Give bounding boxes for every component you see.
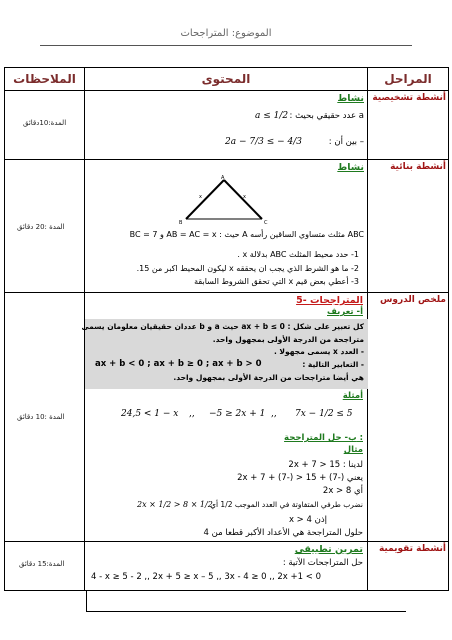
triangle-side-ac: x xyxy=(243,194,246,200)
exercise-line2: 4 - x ≥ 5 - 2 ,, 2x + 5 ≥ x – 5 ,, 3x - 4 ≥ 0 ,, 2x +1 < 0 xyxy=(91,572,321,582)
example-1: 24,5 < 1 − x xyxy=(121,409,179,419)
example-sep-2: ,, xyxy=(271,409,277,419)
constr-q1: 1- حدد محيط المثلث ABC بدلالة x . xyxy=(237,250,359,259)
duration-diagnostic: المدة:10دقائق xyxy=(23,119,67,127)
page-title: الموضوع: المتراجحات xyxy=(180,28,272,39)
triangle-side-ab: x xyxy=(199,194,202,200)
solve-step-4: نضرب طرفي المتفاوتة في العدد الموجب 1/2 أي xyxy=(210,500,363,509)
solve-step-2: يعني (-7) + 15 < (-7) + 2x + 7 xyxy=(237,473,363,483)
triangle-label-a: A xyxy=(221,175,225,181)
example-3: 7x − 1/2 ≤ 5 xyxy=(295,409,353,419)
constr-q3: 3- أعطي بعض قيم x التي تحقق الشروط السابقة xyxy=(194,277,359,286)
diag-ineq2: 2a − 7/3 ≤ − 4/3 xyxy=(225,137,302,147)
stage-diagnostic: أنشطة تشخيصية xyxy=(372,93,446,103)
solve-step-5: إذن x > 4 xyxy=(288,515,327,525)
duration-evaluation: المدة:15 دقائق xyxy=(19,560,65,568)
def-line2: متراجحة من الدرجة الأولى بمجهول واحد. xyxy=(212,335,364,344)
notes-header: الملاحظات xyxy=(13,72,76,86)
def-line1: كل تعبير على شكل : ax + b ≤ 0 حيث a و b عددان حقيقيان معلومان يسمى xyxy=(81,322,364,331)
activity-heading-diagnostic: نشاط xyxy=(337,93,364,104)
table-row-summary xyxy=(5,293,449,542)
duration-constructive: المدة :20 دقائق xyxy=(17,223,65,231)
duration-summary: المدة :10 دقائق xyxy=(17,413,65,421)
triangle-figure xyxy=(179,174,269,226)
footer-rule-vertical xyxy=(86,590,87,612)
stage-constructive: أنشطة بنائية xyxy=(390,162,446,172)
content-header: المحتوى xyxy=(201,72,251,86)
table-header-row xyxy=(5,68,449,91)
def-line5: هي أيضا متراجحات من الدرجة الأولى بمجهول واحد. xyxy=(173,373,364,382)
diag-line2: – بين أن : xyxy=(328,137,364,147)
diag-line1: a عدد حقيقي بحيث : xyxy=(289,111,364,121)
lesson-heading: 5- المتراجحات xyxy=(296,295,363,306)
constr-line1: ABC مثلث متساوي الساقين رأسه A حيث : AB = AC = x و BC = 7 xyxy=(129,230,364,239)
example-heading: مثال xyxy=(343,445,363,455)
triangle-label-b: B xyxy=(179,220,183,226)
exercise-line1: حل المتراجحات الآتية : xyxy=(282,558,363,568)
table-row-evaluation xyxy=(5,542,449,591)
lesson-table xyxy=(4,67,449,591)
table-row-diagnostic xyxy=(5,91,449,160)
stage-evaluation: أنشطة تقويمية xyxy=(378,544,446,554)
solve-heading: ب- حل المتراجحة : xyxy=(284,433,363,443)
solve-step-1: لدينا : 15 < 2x + 7 xyxy=(288,460,363,470)
stages-header: المراحل xyxy=(384,72,432,86)
footer-rule-horizontal xyxy=(86,611,406,612)
solve-step-6: حلول المتراجحة هي الأعداد الأكبر قطعا من 4 xyxy=(203,528,363,538)
def-line3: - العدد x يسمى مجهولا . xyxy=(273,347,364,356)
def-line4-math: ax + b < 0 ; ax + b ≥ 0 ; ax + b > 0 xyxy=(95,359,262,369)
exercise-heading: تمرين تطبيقي xyxy=(294,544,363,555)
examples-heading: أمثلة xyxy=(342,391,363,401)
activity-heading-constructive: نشاط xyxy=(337,162,364,173)
def-line4-label: - التعابير التالية : xyxy=(302,360,364,369)
example-2: −5 ≥ 2x + 1 xyxy=(209,409,266,419)
stage-summary: ملخص الدروس xyxy=(379,295,446,305)
solve-step-3: أي 2x > 8 xyxy=(322,486,363,496)
diag-ineq1: a ≤ 1/2 xyxy=(255,111,289,121)
header-divider xyxy=(40,45,412,46)
triangle-label-c: C xyxy=(264,220,268,226)
constr-q2: 2- ما هو الشرط الذي يجب ان يحققه x ليكون المحيط اكبر من 15. xyxy=(136,264,359,273)
table-row-constructive xyxy=(5,160,449,293)
solve-step-4-math: 2x × 1/2 > 8 × 1/2 xyxy=(137,500,213,509)
example-sep-1: ,, xyxy=(189,409,195,419)
definition-heading: أ- تعريف xyxy=(327,307,363,317)
